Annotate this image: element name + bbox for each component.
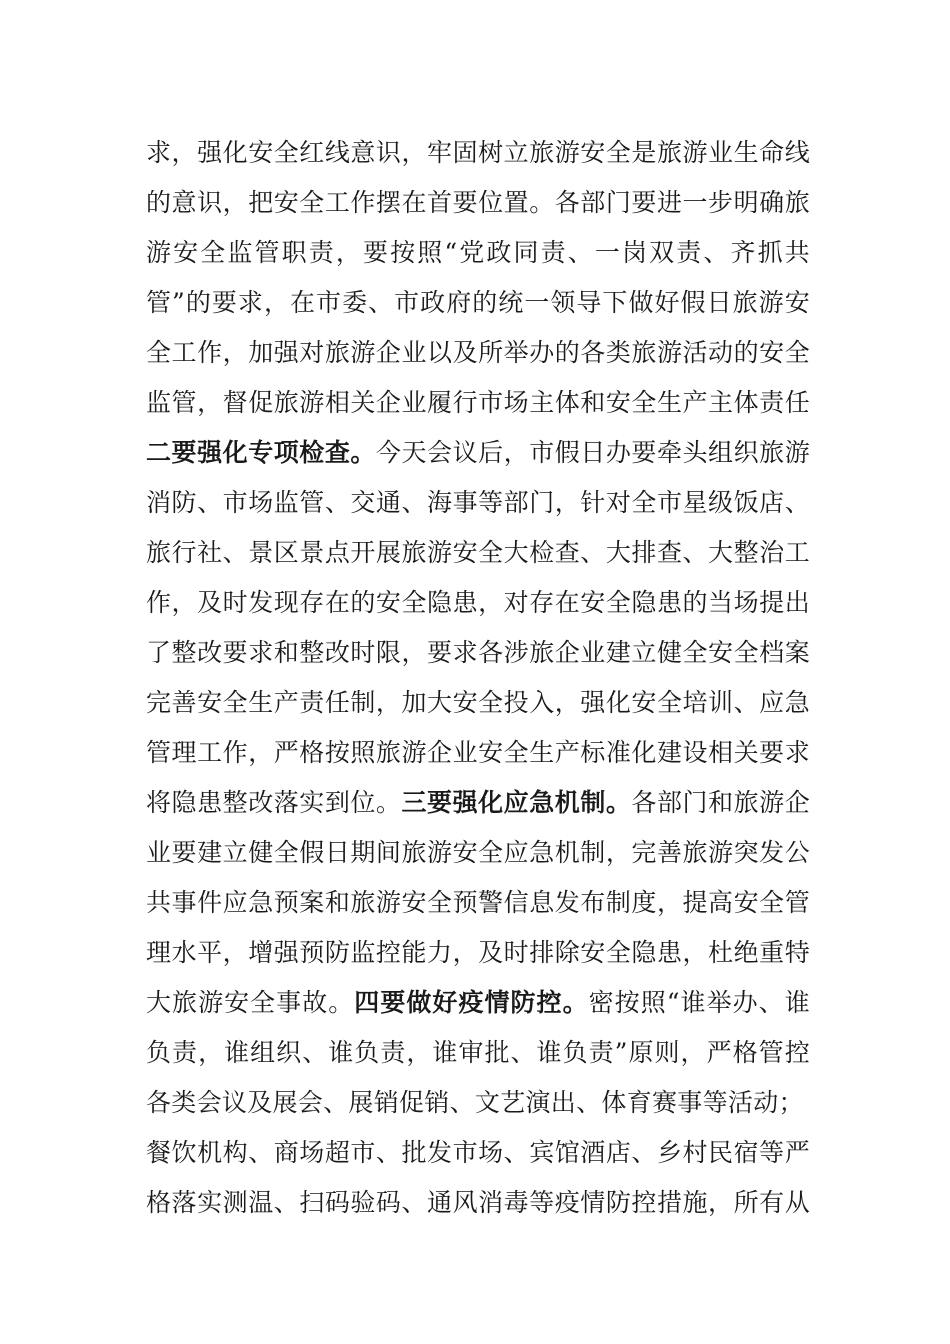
text-line	[146, 428, 810, 478]
body-text: 全工作，加强对旅游企业以及所举办的各类旅游活动的安全	[146, 338, 810, 367]
text-line	[146, 378, 810, 428]
body-text: 负责，谁组织、谁负责，谁审批、谁负责”原则，严格管控	[146, 1038, 810, 1067]
body-text: 完善安全生产责任制，加大安全投入，强化安全培训、应急	[146, 688, 810, 717]
body-text: 理水平，增强预防监控能力，及时排除安全隐患，杜绝重特	[146, 938, 810, 967]
body-text: 管”的要求，在市委、市政府的统一领导下做好假日旅游安	[146, 288, 810, 317]
text-line	[146, 1078, 810, 1128]
body-text: 业要建立健全假日期间旅游安全应急机制，完善旅游突发公	[146, 838, 810, 867]
body-text: 将隐患整改落实到位。	[146, 788, 402, 817]
text-line	[146, 778, 810, 828]
body-text: 各类会议及展会、展销促销、文艺演出、体育赛事等活动；	[146, 1088, 804, 1117]
text-line	[146, 928, 810, 978]
text-line	[146, 878, 810, 928]
section-heading: 二要强化专项检查。	[146, 438, 376, 467]
body-text: 旅行社、景区景点开展旅游安全大检查、大排查、大整治工	[146, 538, 810, 567]
text-line	[146, 978, 810, 1028]
text-line	[146, 1028, 810, 1078]
text-line	[146, 1128, 810, 1178]
body-text: 餐饮机构、商场超市、批发市场、宾馆酒店、乡村民宿等严	[146, 1138, 810, 1167]
body-text: 今天会议后，市假日办要牵头组织旅游	[375, 438, 810, 467]
text-line	[146, 178, 810, 228]
body-text: 管理工作，严格按照旅游企业安全生产标准化建设相关要求	[146, 738, 810, 767]
section-heading: 三要强化应急机制。	[401, 788, 632, 817]
body-text: 的意识，把安全工作摆在首要位置。各部门要进一步明确旅	[146, 188, 810, 217]
body-text: 密按照“谁举办、谁	[588, 988, 810, 1017]
body-text: 大旅游安全事故。	[146, 988, 355, 1017]
body-text: 了整改要求和整改时限，要求各涉旅企业建立健全安全档案	[146, 638, 810, 667]
body-text: 各部门和旅游企	[631, 788, 811, 817]
text-line	[146, 728, 810, 778]
document-body	[146, 128, 810, 1228]
body-text: 共事件应急预案和旅游安全预警信息发布制度，提高安全管	[146, 888, 810, 917]
body-text: 求，强化安全红线意识，牢固树立旅游安全是旅游业生命线	[146, 138, 810, 167]
text-line	[146, 278, 810, 328]
text-line	[146, 478, 810, 528]
text-line	[146, 228, 810, 278]
body-text: 游安全监管职责，要按照“党政同责、一岗双责、齐抓共	[146, 238, 810, 267]
body-text: 监管，督促旅游相关企业履行市场主体和安全生产主体责任	[146, 388, 810, 417]
text-line	[146, 328, 810, 378]
text-line	[146, 528, 810, 578]
text-line	[146, 628, 810, 678]
body-text: 作，及时发现存在的安全隐患，对存在安全隐患的当场提出	[146, 588, 810, 617]
section-heading: 四要做好疫情防控。	[354, 988, 589, 1017]
body-text: 格落实测温、扫码验码、通风消毒等疫情防控措施，所有从	[146, 1188, 810, 1217]
text-line	[146, 678, 810, 728]
body-text: 消防、市场监管、交通、海事等部门，针对全市星级饭店、	[146, 488, 810, 517]
text-line	[146, 1178, 810, 1228]
text-line	[146, 128, 810, 178]
text-line	[146, 578, 810, 628]
text-line	[146, 828, 810, 878]
